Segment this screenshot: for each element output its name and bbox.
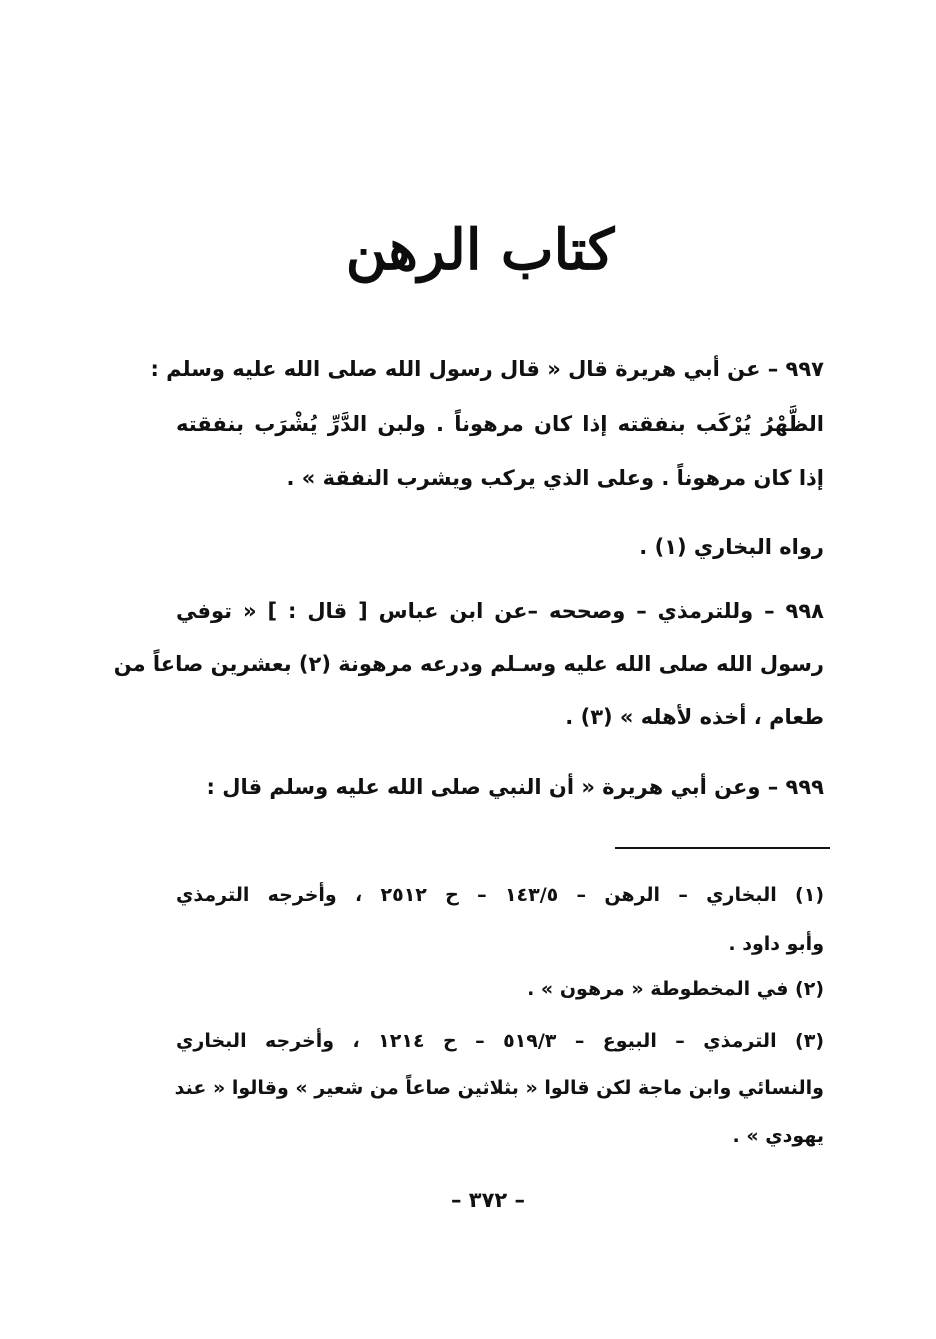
hadith-999-line-1: ٩٩٩ – وعن أبي هريرة « أن النبي صلى الله عليه وسلم قال : (206, 775, 824, 799)
hadith-998-line-2: رسول الله صلى الله عليه وسـلم ودرعه مرهونة (٢) بعشرين صاعاً من (113, 652, 824, 676)
page-number: – ٣٧٢ – (450, 1188, 526, 1212)
chapter-title: كتاب الرهن (345, 217, 615, 283)
footnote-divider (615, 847, 830, 849)
hadith-998-line-3: طعام ، أخذه لأهله » (٣) . (565, 705, 824, 729)
footnote-3-line-2: والنسائي وابن ماجة لكن قالوا « بثلاثين صاعاً من شعير » وقالوا « عند (174, 1077, 824, 1099)
footnote-1-line-1: (١) البخاري – الرهن – ١٤٣/٥ – ح ٢٥١٢ ، وأخرجه الترمذي (176, 884, 824, 906)
hadith-997-line-2: الظَّهْرُ يُرْكَب بنفقته إذا كان مرهوناً . ولبن الدَّرِّ يُشْرَب بنفقته (176, 412, 824, 436)
footnote-1-line-2: وأبو داود . (728, 933, 824, 955)
hadith-997-line-3: إذا كان مرهوناً . وعلى الذي يركب ويشرب النفقة » . (286, 466, 824, 490)
footnote-2-line-1: (٢) في المخطوطة « مرهون » . (527, 978, 824, 1000)
footnote-3-line-3: يهودي » . (732, 1125, 824, 1147)
hadith-997-line-1: ٩٩٧ – عن أبي هريرة قال « قال رسول الله صلى الله عليه وسلم : (150, 357, 824, 381)
hadith-997-source: رواه البخاري (١) . (639, 535, 824, 559)
hadith-998-line-1: ٩٩٨ – وللترمذي – وصححه –عن ابن عباس [ قال : ] « توفي (176, 599, 824, 623)
footnote-3-line-1: (٣) الترمذي – البيوع – ٥١٩/٣ – ح ١٢١٤ ، وأخرجه البخاري (176, 1030, 824, 1052)
